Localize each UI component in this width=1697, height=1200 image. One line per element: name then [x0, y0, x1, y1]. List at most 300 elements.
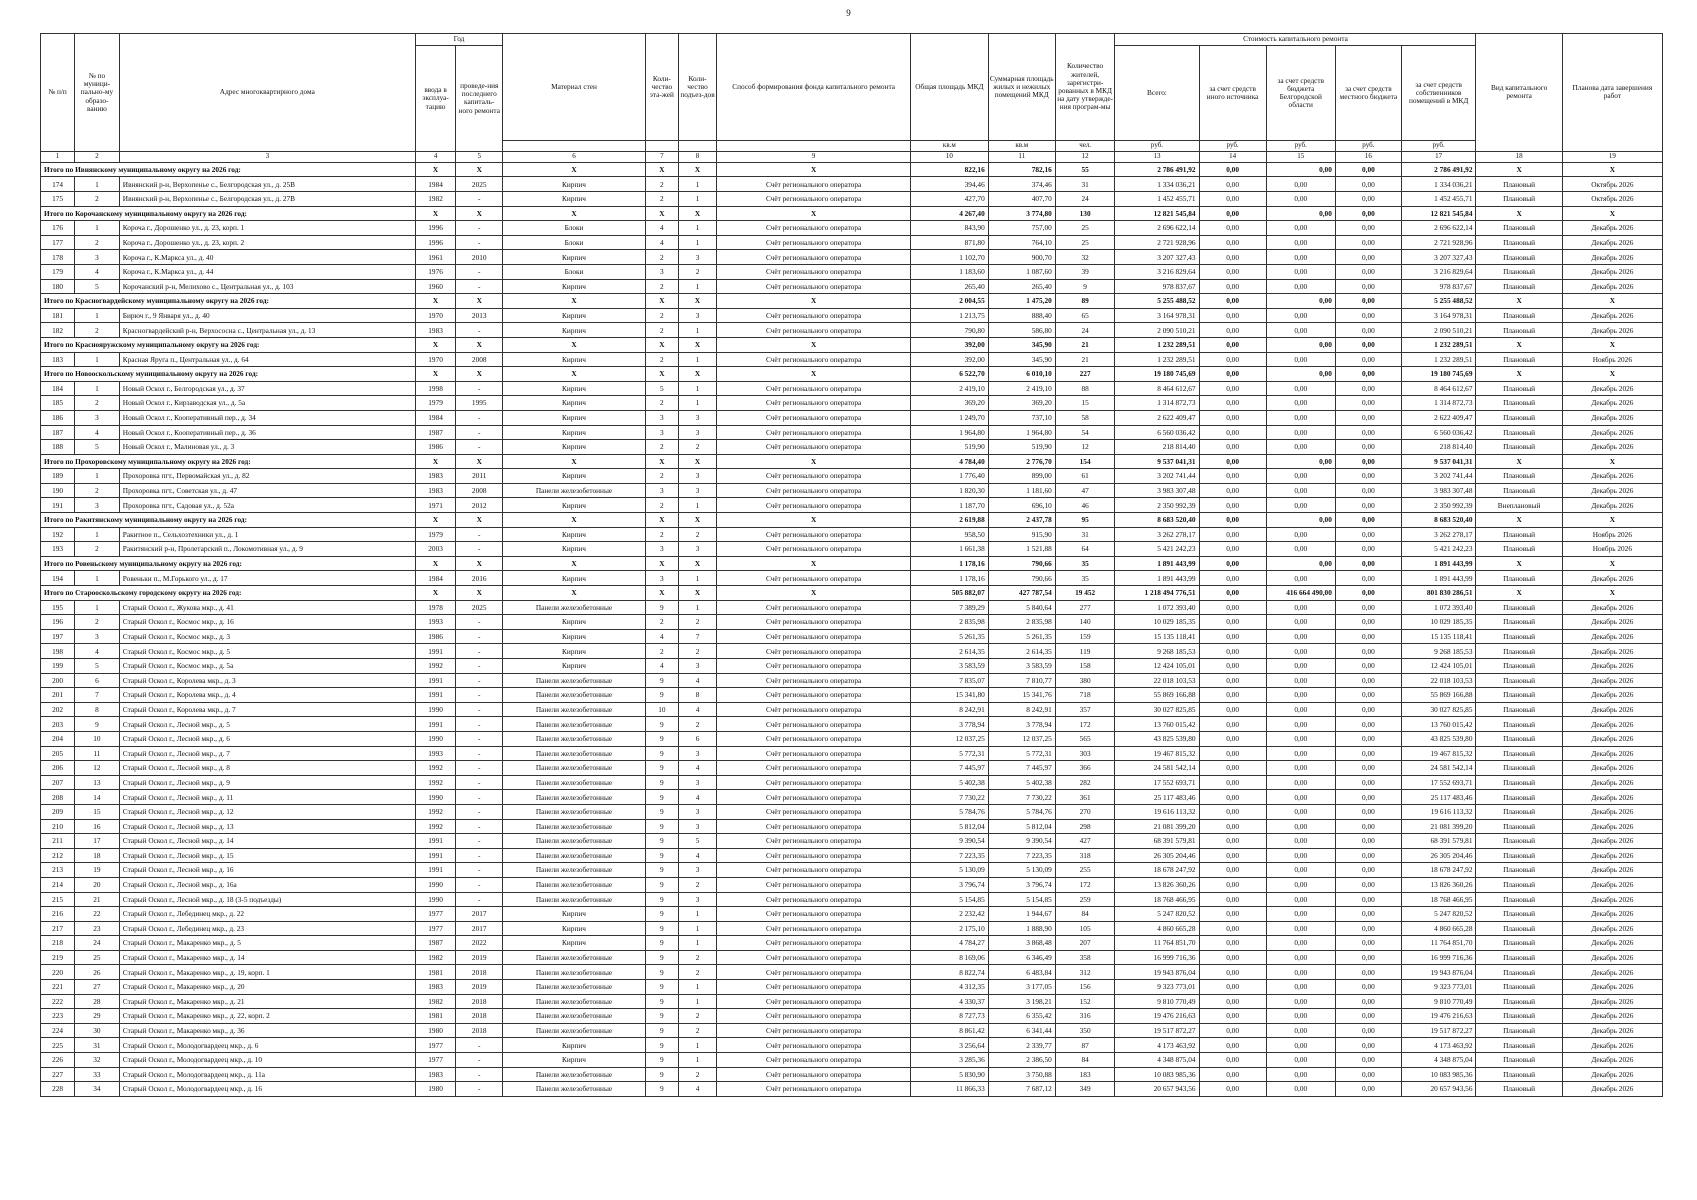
residents: 35: [1055, 556, 1115, 571]
address: Старый Оскол г., Макаренко мкр., д. 14: [119, 950, 415, 965]
header-cost-region: за счет средств бюджета Белгородской области: [1266, 46, 1335, 141]
entrances: 2: [678, 264, 716, 279]
table-row: [41, 381, 1663, 396]
cost-fund: 0,00: [1199, 250, 1266, 265]
cost-region: 0,00: [1266, 1038, 1335, 1053]
premises-area: 2 835,98: [988, 615, 1055, 630]
row-number: 185: [41, 396, 75, 411]
cost-total: 218 814,40: [1115, 440, 1199, 455]
municipal-number: 32: [75, 1053, 120, 1068]
total-area: 505 882,07: [911, 586, 989, 601]
cost-region: 0,00: [1266, 1023, 1335, 1038]
year-commission: 1976: [415, 264, 455, 279]
entrances: 2: [678, 1009, 716, 1024]
premises-area: 790,66: [988, 571, 1055, 586]
entrances: 4: [678, 673, 716, 688]
x-mark: X: [645, 294, 678, 309]
x-mark: X: [1476, 513, 1562, 528]
year-commission: 1996: [415, 235, 455, 250]
total-area: 394,46: [911, 177, 989, 192]
cost-region: 0,00: [1266, 162, 1335, 177]
row-number: 202: [41, 702, 75, 717]
residents: 255: [1055, 863, 1115, 878]
row-number: 206: [41, 761, 75, 776]
row-number: 186: [41, 410, 75, 425]
total-area: 3 796,74: [911, 877, 989, 892]
planned-date: Декабрь 2026: [1562, 731, 1662, 746]
repair-type: Плановый: [1476, 250, 1562, 265]
municipal-number: 11: [75, 746, 120, 761]
x-mark: X: [1562, 337, 1662, 352]
cost-region: 0,00: [1266, 264, 1335, 279]
row-number: 214: [41, 877, 75, 892]
fund-method: Счёт регионального оператора: [717, 848, 911, 863]
wall-material: Панели железобетонные: [503, 775, 646, 790]
row-number: 208: [41, 790, 75, 805]
municipal-number: 17: [75, 834, 120, 849]
cost-owners: 1 452 455,71: [1401, 192, 1476, 207]
cost-owners: 2 786 491,92: [1401, 162, 1476, 177]
row-number: 178: [41, 250, 75, 265]
total-area: 1 178,16: [911, 571, 989, 586]
cost-owners: 15 135 118,41: [1401, 629, 1476, 644]
address: Старый Оскол г., Макаренко мкр., д. 36: [119, 1023, 415, 1038]
cost-fund: 0,00: [1199, 1023, 1266, 1038]
row-number: 223: [41, 1009, 75, 1024]
residents: 88: [1055, 381, 1115, 396]
cost-total: 2 786 491,92: [1115, 162, 1199, 177]
table-row: [41, 542, 1663, 557]
cost-owners: 11 764 851,70: [1401, 936, 1476, 951]
entrances: 4: [678, 761, 716, 776]
cost-local: 0,00: [1335, 644, 1401, 659]
year-last-repair: 2018: [456, 965, 503, 980]
total-area: 1 213,75: [911, 308, 989, 323]
entrances: 1: [678, 221, 716, 236]
year-commission: 1986: [415, 440, 455, 455]
year-last-repair: -: [456, 1053, 503, 1068]
x-mark: X: [456, 367, 503, 382]
premises-area: 2 419,10: [988, 381, 1055, 396]
premises-area: 6 346,49: [988, 950, 1055, 965]
fund-method: Счёт регионального оператора: [717, 1023, 911, 1038]
column-number: 4: [415, 151, 455, 162]
premises-area: 5 840,64: [988, 600, 1055, 615]
unit-rub: руб.: [1335, 141, 1401, 152]
cost-local: 0,00: [1335, 819, 1401, 834]
municipal-number: 1: [75, 352, 120, 367]
repair-type: Плановый: [1476, 673, 1562, 688]
municipal-number: 5: [75, 659, 120, 674]
cost-owners: 5 255 488,52: [1401, 294, 1476, 309]
cost-local: 0,00: [1335, 294, 1401, 309]
address: Старый Оскол г., Лебединец мкр., д. 22: [119, 907, 415, 922]
premises-area: 2 614,35: [988, 644, 1055, 659]
entrances: 1: [678, 498, 716, 513]
wall-material: Кирпич: [503, 469, 646, 484]
cost-total: 17 552 693,71: [1115, 775, 1199, 790]
x-mark: X: [678, 367, 716, 382]
residents: 380: [1055, 673, 1115, 688]
cost-total: 22 018 103,53: [1115, 673, 1199, 688]
cost-region: 0,00: [1266, 1053, 1335, 1068]
fund-method: Счёт регионального оператора: [717, 761, 911, 776]
cost-fund: 0,00: [1199, 1053, 1266, 1068]
x-mark: X: [415, 367, 455, 382]
cost-total: 19 943 876,04: [1115, 965, 1199, 980]
floors: 3: [645, 410, 678, 425]
header-floors: Коли-чество эта-жей: [645, 34, 678, 141]
planned-date: Ноябрь 2026: [1562, 542, 1662, 557]
planned-date: Декабрь 2026: [1562, 1053, 1662, 1068]
residents: 312: [1055, 965, 1115, 980]
planned-date: Декабрь 2026: [1562, 965, 1662, 980]
fund-method: Счёт регионального оператора: [717, 308, 911, 323]
planned-date: Декабрь 2026: [1562, 250, 1662, 265]
cost-total: 19 476 216,63: [1115, 1009, 1199, 1024]
cost-owners: 13 826 360,26: [1401, 877, 1476, 892]
cost-fund: 0,00: [1199, 279, 1266, 294]
wall-material: Кирпич: [503, 921, 646, 936]
residents: 89: [1055, 294, 1115, 309]
residents: 9: [1055, 279, 1115, 294]
repair-type: Плановый: [1476, 644, 1562, 659]
year-last-repair: -: [456, 790, 503, 805]
fund-method: Счёт регионального оператора: [717, 702, 911, 717]
table-row: [41, 775, 1663, 790]
fund-method: Счёт регионального оператора: [717, 1067, 911, 1082]
wall-material: Кирпич: [503, 323, 646, 338]
municipal-number: 20: [75, 877, 120, 892]
subtotal-row: [41, 337, 1663, 352]
fund-method: Счёт регионального оператора: [717, 352, 911, 367]
row-number: 198: [41, 644, 75, 659]
cost-region: 0,00: [1266, 206, 1335, 221]
repair-type: Плановый: [1476, 804, 1562, 819]
cost-fund: 0,00: [1199, 600, 1266, 615]
wall-material: Панели железобетонные: [503, 980, 646, 995]
premises-area: 888,40: [988, 308, 1055, 323]
entrances: 3: [678, 746, 716, 761]
fund-method: Счёт регионального оператора: [717, 396, 911, 411]
cost-total: 2 350 992,39: [1115, 498, 1199, 513]
table-row: [41, 848, 1663, 863]
cost-owners: 18 768 466,95: [1401, 892, 1476, 907]
cost-local: 0,00: [1335, 250, 1401, 265]
municipal-number: 3: [75, 629, 120, 644]
cost-region: 0,00: [1266, 250, 1335, 265]
x-mark: X: [645, 367, 678, 382]
cost-owners: 3 207 327,43: [1401, 250, 1476, 265]
cost-fund: 0,00: [1199, 702, 1266, 717]
table-row: [41, 264, 1663, 279]
total-area: 6 522,70: [911, 367, 989, 382]
table-row: [41, 425, 1663, 440]
total-area: 12 037,25: [911, 731, 989, 746]
cost-local: 0,00: [1335, 498, 1401, 513]
subtotal-label: Итого по Красногвардейскому муниципальному округу на 2026 год:: [41, 294, 416, 309]
total-area: 5 812,04: [911, 819, 989, 834]
row-number: 184: [41, 381, 75, 396]
cost-fund: 0,00: [1199, 1009, 1266, 1024]
year-commission: 1979: [415, 396, 455, 411]
residents: 183: [1055, 1067, 1115, 1082]
floors: 2: [645, 644, 678, 659]
municipal-number: 2: [75, 542, 120, 557]
cost-local: 0,00: [1335, 775, 1401, 790]
cost-region: 0,00: [1266, 775, 1335, 790]
fund-method: Счёт регионального оператора: [717, 1038, 911, 1053]
table-row: [41, 907, 1663, 922]
cost-fund: 0,00: [1199, 498, 1266, 513]
row-number: 224: [41, 1023, 75, 1038]
row-number: 221: [41, 980, 75, 995]
cost-local: 0,00: [1335, 527, 1401, 542]
cost-fund: 0,00: [1199, 994, 1266, 1009]
fund-method: Счёт регионального оператора: [717, 790, 911, 805]
table-row: [41, 527, 1663, 542]
entrances: 6: [678, 731, 716, 746]
unit-empty: [645, 141, 678, 152]
year-last-repair: -: [456, 877, 503, 892]
fund-method: Счёт регионального оператора: [717, 673, 911, 688]
fund-method: Счёт регионального оператора: [717, 498, 911, 513]
cost-region: 0,00: [1266, 571, 1335, 586]
cost-total: 19 616 113,32: [1115, 804, 1199, 819]
total-area: 5 784,76: [911, 804, 989, 819]
cost-fund: 0,00: [1199, 381, 1266, 396]
planned-date: Декабрь 2026: [1562, 775, 1662, 790]
cost-owners: 1 314 872,73: [1401, 396, 1476, 411]
premises-area: 1 964,80: [988, 425, 1055, 440]
residents: 64: [1055, 542, 1115, 557]
x-mark: X: [1562, 367, 1662, 382]
planned-date: Октябрь 2026: [1562, 192, 1662, 207]
repair-type: Плановый: [1476, 483, 1562, 498]
table-row: [41, 717, 1663, 732]
row-number: 175: [41, 192, 75, 207]
year-commission: 1978: [415, 600, 455, 615]
wall-material: Панели железобетонные: [503, 877, 646, 892]
year-last-repair: -: [456, 775, 503, 790]
total-area: 7 445,97: [911, 761, 989, 776]
year-last-repair: 2025: [456, 600, 503, 615]
header-entrances: Коли-чество подъез-дов: [678, 34, 716, 141]
year-commission: 1980: [415, 1023, 455, 1038]
table-row: [41, 1067, 1663, 1082]
row-number: 207: [41, 775, 75, 790]
wall-material: Панели железобетонные: [503, 950, 646, 965]
cost-local: 0,00: [1335, 586, 1401, 601]
year-last-repair: -: [456, 731, 503, 746]
x-mark: X: [1562, 206, 1662, 221]
address: Новый Оскол г., Белгородская ул., д. 37: [119, 381, 415, 396]
address: Старый Оскол г., Лесной мкр., д. 9: [119, 775, 415, 790]
year-last-repair: -: [456, 1082, 503, 1097]
planned-date: Декабрь 2026: [1562, 571, 1662, 586]
x-mark: X: [717, 454, 911, 469]
floors: 2: [645, 615, 678, 630]
premises-area: 2 776,70: [988, 454, 1055, 469]
floors: 9: [645, 1038, 678, 1053]
address: Старый Оскол г., Молодогвардеец мкр., д. 10: [119, 1053, 415, 1068]
total-area: 5 154,85: [911, 892, 989, 907]
municipal-number: 22: [75, 907, 120, 922]
cost-region: 0,00: [1266, 308, 1335, 323]
repair-type: Плановый: [1476, 571, 1562, 586]
floors: 9: [645, 907, 678, 922]
repair-type: Плановый: [1476, 848, 1562, 863]
year-last-repair: -: [456, 804, 503, 819]
column-number: 1: [41, 151, 75, 162]
cost-fund: 0,00: [1199, 921, 1266, 936]
cost-local: 0,00: [1335, 1053, 1401, 1068]
premises-area: 900,70: [988, 250, 1055, 265]
residents: 46: [1055, 498, 1115, 513]
repair-type: Плановый: [1476, 717, 1562, 732]
fund-method: Счёт регионального оператора: [717, 659, 911, 674]
fund-method: Счёт регионального оператора: [717, 746, 911, 761]
floors: 9: [645, 1023, 678, 1038]
table-row: [41, 410, 1663, 425]
cost-owners: 1 232 289,51: [1401, 337, 1476, 352]
planned-date: Декабрь 2026: [1562, 1038, 1662, 1053]
entrances: 1: [678, 396, 716, 411]
year-last-repair: -: [456, 192, 503, 207]
entrances: 2: [678, 644, 716, 659]
entrances: 1: [678, 279, 716, 294]
planned-date: Декабрь 2026: [1562, 994, 1662, 1009]
header-no: № п/п: [41, 34, 75, 152]
residents: 318: [1055, 848, 1115, 863]
cost-fund: 0,00: [1199, 294, 1266, 309]
x-mark: X: [1476, 294, 1562, 309]
wall-material: Панели железобетонные: [503, 892, 646, 907]
cost-owners: 2 696 622,14: [1401, 221, 1476, 236]
cost-local: 0,00: [1335, 629, 1401, 644]
floors: 3: [645, 542, 678, 557]
planned-date: Декабрь 2026: [1562, 717, 1662, 732]
cost-total: 1 072 393,40: [1115, 600, 1199, 615]
year-commission: 1961: [415, 250, 455, 265]
cost-total: 6 560 036,42: [1115, 425, 1199, 440]
entrances: 1: [678, 1038, 716, 1053]
year-last-repair: -: [456, 615, 503, 630]
cost-total: 26 305 204,46: [1115, 848, 1199, 863]
municipal-number: 9: [75, 717, 120, 732]
municipal-number: 1: [75, 469, 120, 484]
repair-type: Плановый: [1476, 323, 1562, 338]
cost-region: 0,00: [1266, 980, 1335, 995]
municipal-number: 1: [75, 381, 120, 396]
fund-method: Счёт регионального оператора: [717, 834, 911, 849]
table-row: [41, 644, 1663, 659]
cost-region: 0,00: [1266, 863, 1335, 878]
table-row: [41, 950, 1663, 965]
year-last-repair: -: [456, 235, 503, 250]
year-commission: 1981: [415, 1009, 455, 1024]
wall-material: Кирпич: [503, 936, 646, 951]
repair-type: Плановый: [1476, 659, 1562, 674]
table-row: [41, 615, 1663, 630]
cost-total: 15 135 118,41: [1115, 629, 1199, 644]
floors: 2: [645, 352, 678, 367]
premises-area: 3 778,94: [988, 717, 1055, 732]
residents: 31: [1055, 177, 1115, 192]
cost-local: 0,00: [1335, 192, 1401, 207]
address: Новый Оскол г., Кооперативный пер., д. 36: [119, 425, 415, 440]
fund-method: Счёт регионального оператора: [717, 804, 911, 819]
municipal-number: 2: [75, 483, 120, 498]
floors: 2: [645, 440, 678, 455]
municipal-number: 23: [75, 921, 120, 936]
fund-method: Счёт регионального оператора: [717, 440, 911, 455]
residents: 21: [1055, 352, 1115, 367]
municipal-number: 25: [75, 950, 120, 965]
year-commission: 1991: [415, 688, 455, 703]
cost-total: 1 334 036,21: [1115, 177, 1199, 192]
cost-fund: 0,00: [1199, 673, 1266, 688]
x-mark: X: [456, 556, 503, 571]
planned-date: Октябрь 2026: [1562, 177, 1662, 192]
year-commission: 1971: [415, 498, 455, 513]
year-last-repair: 2022: [456, 936, 503, 951]
year-last-repair: -: [456, 892, 503, 907]
municipal-number: 4: [75, 425, 120, 440]
row-number: 187: [41, 425, 75, 440]
wall-material: Кирпич: [503, 396, 646, 411]
x-mark: X: [415, 162, 455, 177]
cost-region: 0,00: [1266, 819, 1335, 834]
table-row: [41, 235, 1663, 250]
header-cost-owners: за счет средств собственников помещений в МКД: [1401, 46, 1476, 141]
year-last-repair: -: [456, 863, 503, 878]
cost-fund: 0,00: [1199, 761, 1266, 776]
planned-date: Декабрь 2026: [1562, 264, 1662, 279]
cost-region: 0,00: [1266, 337, 1335, 352]
residents: 61: [1055, 469, 1115, 484]
table-row: [41, 688, 1663, 703]
x-mark: X: [645, 206, 678, 221]
row-number: 212: [41, 848, 75, 863]
cost-fund: 0,00: [1199, 542, 1266, 557]
address: Старый Оскол г., Лесной мкр., д. 8: [119, 761, 415, 776]
address: Старый Оскол г., Лесной мкр., д. 6: [119, 731, 415, 746]
x-mark: X: [456, 206, 503, 221]
municipal-number: 34: [75, 1082, 120, 1097]
row-number: 227: [41, 1067, 75, 1082]
header-repair-type: Вид капитального ремонта: [1476, 34, 1562, 152]
cost-total: 68 391 579,81: [1115, 834, 1199, 849]
cost-owners: 218 814,40: [1401, 440, 1476, 455]
wall-material: Панели железобетонные: [503, 848, 646, 863]
year-commission: 1990: [415, 790, 455, 805]
wall-material: Панели железобетонные: [503, 1023, 646, 1038]
row-number: 228: [41, 1082, 75, 1097]
cost-region: 0,00: [1266, 396, 1335, 411]
table-row: [41, 1038, 1663, 1053]
cost-local: 0,00: [1335, 235, 1401, 250]
cost-total: 1 218 494 776,51: [1115, 586, 1199, 601]
residents: 25: [1055, 235, 1115, 250]
cost-fund: 0,00: [1199, 1067, 1266, 1082]
address: Старый Оскол г., Макаренко мкр., д. 21: [119, 994, 415, 1009]
address: Ивнянский р-н, Верхопенье с., Белгородская ул., д. 25В: [119, 177, 415, 192]
floors: 2: [645, 323, 678, 338]
x-mark: X: [456, 337, 503, 352]
header-year-commission: ввода в эксплуа-тацию: [415, 46, 455, 152]
x-mark: X: [678, 162, 716, 177]
